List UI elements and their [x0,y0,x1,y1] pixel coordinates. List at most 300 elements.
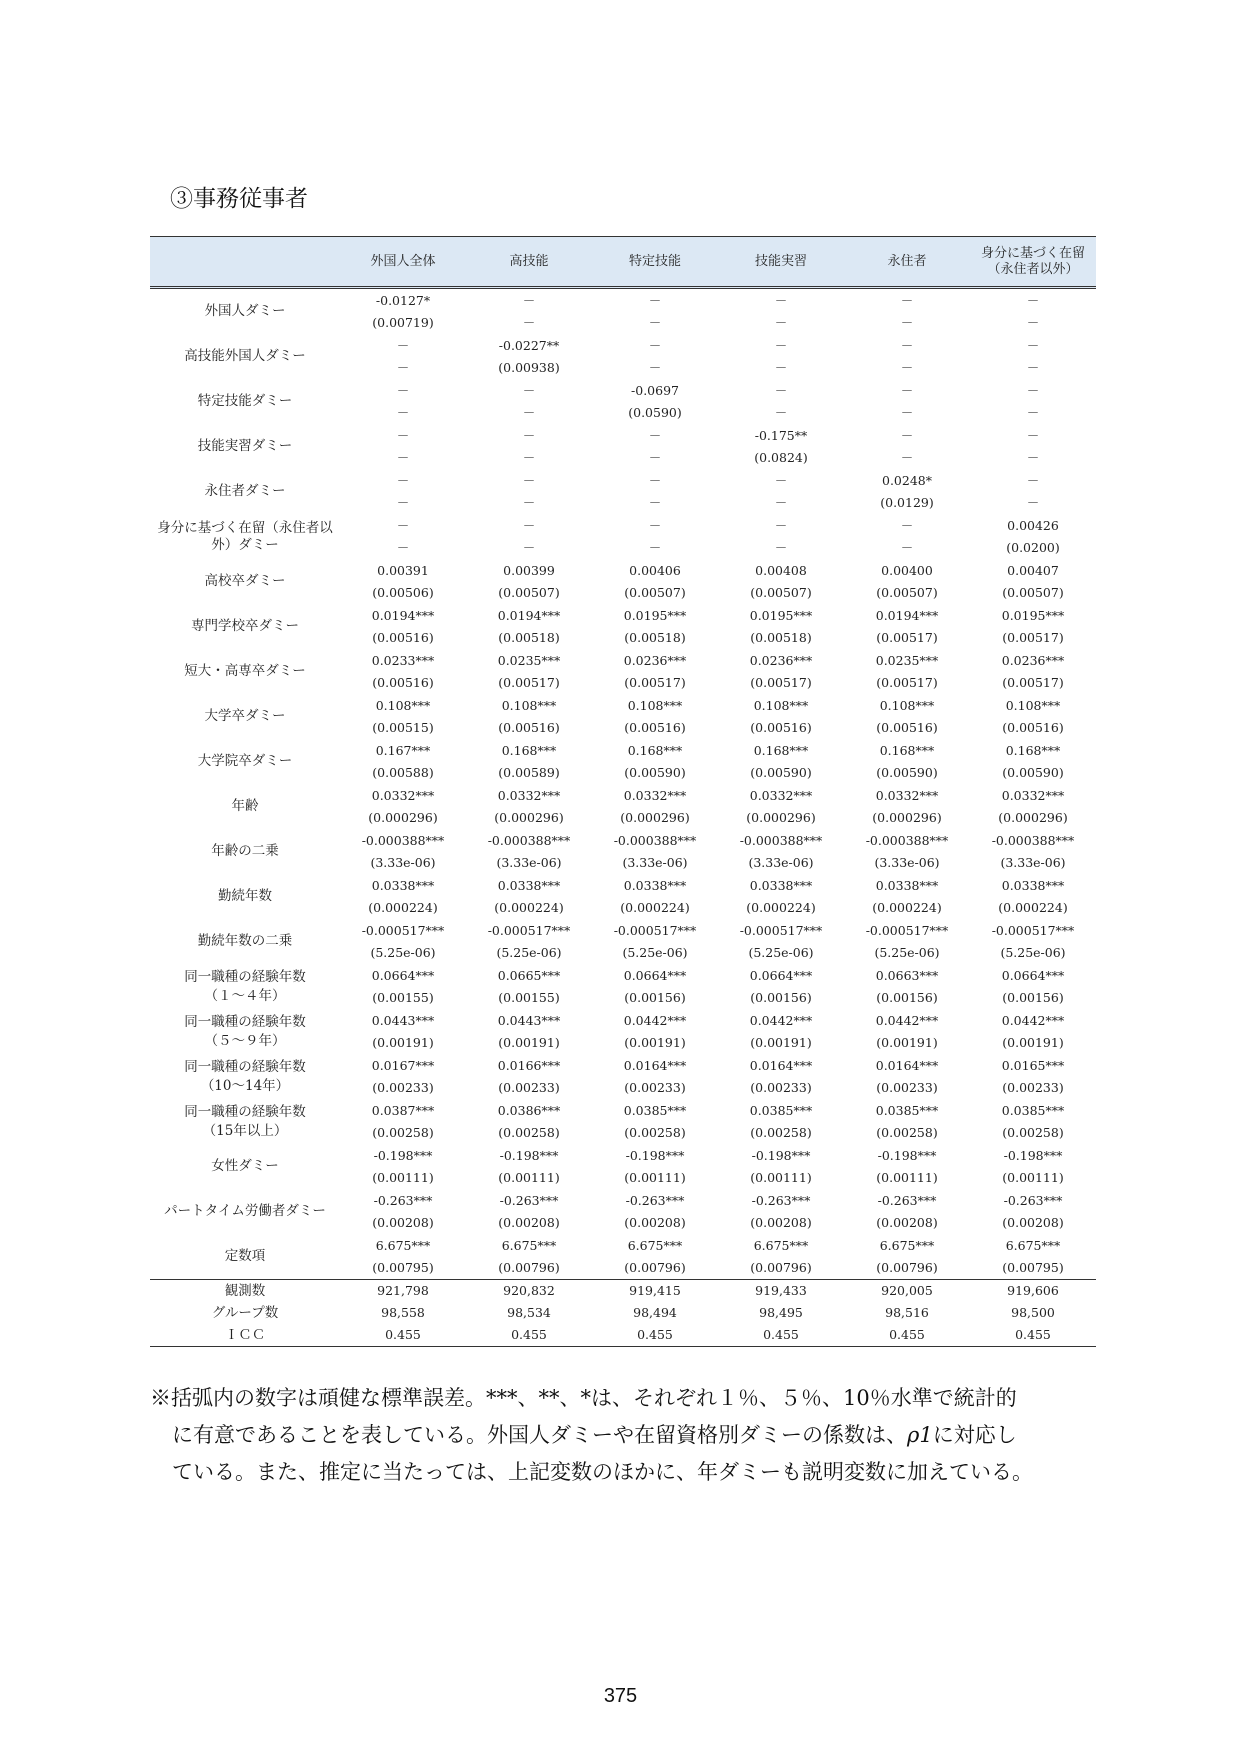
coefficient-cell: － [1026,383,1040,398]
coefficient-cell: -0.198*** [877,1148,937,1163]
std-error-cell: (0.00590) [1002,765,1064,780]
table-row [150,559,1096,582]
table-footnote [150,1380,1130,1491]
table-row [150,514,1096,537]
column-header-1: 高技能 [466,237,592,288]
stats-value: 98,558 [381,1305,425,1320]
coefficient-cell: － [900,428,914,443]
std-error-cell: (0.00938) [498,360,560,375]
footnote-line-3: ている。また、推定に当たっては、上記変数のほかに、年ダミーも説明変数に加えている。 [172,1460,1033,1484]
coefficient-cell: 0.0387*** [371,1103,435,1118]
coefficient-cell: -0.198*** [751,1148,811,1163]
coefficient-cell: 6.675*** [753,1238,809,1253]
coefficient-cell: － [396,383,410,398]
stats-label: ＩＣＣ [150,1324,340,1347]
coefficient-cell: 0.0443*** [371,1013,435,1028]
std-error-cell: (0.00517) [498,675,560,690]
footnote-line-2b: に対応し [932,1423,1017,1447]
std-error-cell: (0.00517) [1002,675,1064,690]
std-error-cell: (0.00507) [750,585,812,600]
table-summary-stats [150,1280,1096,1347]
std-error-cell: (0.000224) [998,900,1068,915]
std-error-cell: (0.00590) [750,765,812,780]
coefficient-cell: -0.263*** [751,1193,811,1208]
coefficient-cell: － [774,383,788,398]
coefficient-cell: 0.0664*** [371,968,435,983]
std-error-cell: (0.00516) [876,720,938,735]
coefficient-cell: -0.000517*** [487,923,571,938]
std-error-cell: (0.00233) [372,1080,434,1095]
coefficient-cell: 0.0442*** [623,1013,687,1028]
std-error-cell: － [396,540,410,555]
std-error-cell: (0.00233) [498,1080,560,1095]
std-error-cell: (0.00258) [750,1125,812,1140]
coefficient-cell: 0.0332*** [623,788,687,803]
row-label: 特定技能ダミー [197,393,293,409]
std-error-cell: － [900,405,914,420]
coefficient-cell: 0.0236*** [1001,653,1065,668]
std-error-cell: (0.00258) [624,1125,686,1140]
std-error-cell: (0.00517) [750,675,812,690]
row-label: 高校卒ダミー [204,573,286,589]
std-error-cell: － [774,315,788,330]
std-error-cell: － [648,450,662,465]
coefficient-cell: 0.108*** [627,698,683,713]
coefficient-cell: 0.168*** [501,743,557,758]
std-error-cell: (0.00111) [372,1170,434,1185]
coefficient-cell: － [396,338,410,353]
std-error-cell: － [1026,315,1040,330]
std-error-cell: － [648,540,662,555]
table-row [150,379,1096,402]
coefficient-cell: 0.0332*** [875,788,939,803]
table-row [150,334,1096,357]
coefficient-cell: 6.675*** [375,1238,431,1253]
coefficient-cell: － [774,518,788,533]
std-error-cell: － [1026,360,1040,375]
std-error-cell: (0.00111) [498,1170,560,1185]
coefficient-cell: 6.675*** [879,1238,935,1253]
row-label: 勤続年数 [218,888,272,904]
coefficient-cell: -0.000517*** [361,923,445,938]
std-error-cell: (0.00208) [1002,1215,1064,1230]
std-error-cell: － [774,360,788,375]
coefficient-cell: -0.263*** [877,1193,937,1208]
std-error-cell: (0.000224) [746,900,816,915]
std-error-cell: － [522,450,536,465]
coefficient-cell: － [1026,338,1040,353]
std-error-cell: (0.00233) [876,1080,938,1095]
coefficient-cell: 0.0663*** [875,968,939,983]
std-error-cell: (0.00111) [750,1170,812,1185]
coefficient-cell: 0.0385*** [749,1103,813,1118]
stats-value: 0.455 [592,1324,718,1347]
coefficient-cell: 0.0164*** [875,1058,939,1073]
table-row [150,784,1096,807]
std-error-cell: － [648,360,662,375]
stats-value: 0.455 [466,1324,592,1347]
std-error-cell: (0.00258) [1002,1125,1064,1140]
std-error-cell: (0.00156) [750,990,812,1005]
header-blank-cell [150,237,340,288]
row-label-line1: 同一職種の経験年数 [184,1103,306,1120]
coefficient-cell: -0.263*** [499,1193,559,1208]
std-error-cell: (3.33e-06) [748,855,814,870]
coefficient-cell: -0.000388*** [739,833,823,848]
coefficient-cell: 0.0385*** [875,1103,939,1118]
coefficient-cell: 0.108*** [501,698,557,713]
footnote-line-2 [150,1417,1130,1454]
stats-value: 919,433 [718,1280,844,1303]
std-error-cell: (0.00156) [1002,990,1064,1005]
coefficient-cell: － [396,473,410,488]
stats-value: 919,606 [970,1280,1096,1303]
std-error-cell: (0.000296) [620,810,690,825]
std-error-cell: (0.00156) [876,990,938,1005]
std-error-cell: (3.33e-06) [1000,855,1066,870]
std-error-cell: － [774,405,788,420]
footnote-line-1: ※括弧内の数字は頑健な標準誤差。***、**、*は、それぞれ１％、５％、10％水準で統計的 [150,1386,1017,1410]
coefficient-cell: － [648,518,662,533]
std-error-cell: (0.00233) [624,1080,686,1095]
coefficient-cell: 0.0236*** [749,653,813,668]
stats-value: 920,832 [466,1280,592,1303]
std-error-cell: (0.00796) [624,1260,686,1275]
coefficient-cell: 0.0235*** [497,653,561,668]
coefficient-cell: 0.168*** [1005,743,1061,758]
coefficient-cell: 0.168*** [627,743,683,758]
coefficient-cell: 0.0194*** [497,608,561,623]
section-heading: ③事務従事者 [170,186,308,212]
table-row [150,1234,1096,1257]
std-error-cell: － [900,360,914,375]
coefficient-cell: 0.0195*** [749,608,813,623]
coefficient-cell: 0.0665*** [497,968,561,983]
std-error-cell: (0.00516) [372,675,434,690]
coefficient-cell: 0.0664*** [749,968,813,983]
row-label-line2: （15年以上） [202,1122,288,1139]
coefficient-cell: 0.108*** [753,698,809,713]
coefficient-cell: -0.000388*** [865,833,949,848]
coefficient-cell: 0.0194*** [875,608,939,623]
coefficient-cell: － [396,428,410,443]
coefficient-cell: -0.000517*** [991,923,1075,938]
std-error-cell: (0.00518) [750,630,812,645]
coefficient-cell: 0.108*** [375,698,431,713]
std-error-cell: (0.00258) [876,1125,938,1140]
std-error-cell: (0.00111) [624,1170,686,1185]
coefficient-cell: 0.167*** [375,743,431,758]
std-error-cell: (5.25e-06) [370,945,436,960]
std-error-cell: － [774,495,788,510]
row-label: パートタイム労働者ダミー [164,1203,326,1219]
coefficient-cell: 0.0233*** [371,653,435,668]
std-error-cell: (3.33e-06) [370,855,436,870]
table-row [150,1009,1096,1032]
row-label: 大学院卒ダミー [197,753,293,769]
stats-value: 0.455 [340,1324,466,1347]
coefficient-cell: -0.263*** [625,1193,685,1208]
std-error-cell: (0.000296) [494,810,564,825]
coefficient-cell: -0.000388*** [487,833,571,848]
coefficient-cell: 0.0338*** [875,878,939,893]
row-label: 技能実習ダミー [197,438,293,454]
row-label [150,964,340,1009]
std-error-cell: (0.00191) [498,1035,560,1050]
coefficient-cell: -0.0127* [375,293,431,308]
coefficient-cell: 0.0442*** [1001,1013,1065,1028]
std-error-cell: (0.00516) [498,720,560,735]
row-label: 短大・高専卒ダミー [184,663,306,679]
std-error-cell: (0.00516) [372,630,434,645]
std-error-cell: (0.00518) [498,630,560,645]
coefficient-cell: -0.198*** [625,1148,685,1163]
coefficient-cell: 0.0332*** [749,788,813,803]
std-error-cell: (0.0824) [754,450,808,465]
std-error-cell: (0.00233) [1002,1080,1064,1095]
coefficient-cell: -0.198*** [499,1148,559,1163]
std-error-cell: (0.0129) [880,495,934,510]
coefficient-cell: 0.0332*** [371,788,435,803]
table-row [150,469,1096,492]
std-error-cell: (0.00516) [624,720,686,735]
std-error-cell: (0.00155) [372,990,434,1005]
coefficient-cell: 0.0338*** [749,878,813,893]
std-error-cell: (0.000224) [620,900,690,915]
rho-symbol: ρ1 [907,1423,933,1447]
std-error-cell: (3.33e-06) [874,855,940,870]
std-error-cell: － [1026,450,1040,465]
std-error-cell: (0.000296) [368,810,438,825]
std-error-cell: (0.00518) [624,630,686,645]
std-error-cell: (0.000224) [872,900,942,915]
coefficient-cell: 0.0338*** [623,878,687,893]
coefficient-cell: 0.0332*** [1001,788,1065,803]
coefficient-cell: － [1026,473,1040,488]
std-error-cell: (0.00156) [624,990,686,1005]
table-row [150,1054,1096,1077]
coefficient-cell: 0.168*** [879,743,935,758]
std-error-cell: (0.00795) [1002,1260,1064,1275]
std-error-cell: (0.00590) [624,765,686,780]
page-number: 375 [603,1685,638,1707]
std-error-cell: (0.00516) [750,720,812,735]
table-row [150,604,1096,627]
std-error-cell: (0.0590) [628,405,682,420]
coefficient-cell: － [396,518,410,533]
stats-value: 98,494 [633,1305,677,1320]
footnote-line-2a: に有意であることを表している。外国人ダミーや在留資格別ダミーの係数は、 [172,1423,907,1447]
coefficient-cell: 0.0164*** [749,1058,813,1073]
std-error-cell: (5.25e-06) [622,945,688,960]
std-error-cell: (0.00796) [750,1260,812,1275]
std-error-cell: － [900,315,914,330]
coefficient-cell: － [900,338,914,353]
std-error-cell: (0.00589) [498,765,560,780]
coefficient-cell: 0.108*** [1005,698,1061,713]
std-error-cell: (0.00796) [498,1260,560,1275]
column-header-3: 技能実習 [718,237,844,288]
coefficient-cell: 0.00426 [1007,518,1059,533]
stats-value: 98,495 [759,1305,803,1320]
row-label: 高技能外国人ダミー [184,348,306,364]
std-error-cell: (5.25e-06) [1000,945,1066,960]
coefficient-cell: － [522,518,536,533]
row-label-line1: 同一職種の経験年数 [184,1058,306,1075]
std-error-cell: (0.00258) [372,1125,434,1140]
std-error-cell: (0.00517) [876,630,938,645]
std-error-cell: (0.00590) [876,765,938,780]
coefficient-cell: 0.0236*** [623,653,687,668]
std-error-cell: － [900,540,914,555]
coefficient-cell: 0.0664*** [623,968,687,983]
std-error-cell: － [396,360,410,375]
stats-value: 919,415 [592,1280,718,1303]
coefficient-cell: － [900,293,914,308]
coefficient-cell: 0.0195*** [1001,608,1065,623]
std-error-cell: － [648,315,662,330]
std-error-cell: － [522,495,536,510]
row-label: 永住者ダミー [204,483,286,499]
table-row [150,874,1096,897]
coefficient-cell: 0.0664*** [1001,968,1065,983]
std-error-cell: (3.33e-06) [496,855,562,870]
row-label: 定数項 [224,1248,266,1264]
coefficient-cell: 0.0166*** [497,1058,561,1073]
table-row [150,829,1096,852]
coefficient-cell: － [774,473,788,488]
std-error-cell: － [522,315,536,330]
std-error-cell: － [648,495,662,510]
coefficient-cell: － [1026,428,1040,443]
table-row [150,964,1096,987]
std-error-cell: － [522,405,536,420]
std-error-cell: (0.00208) [876,1215,938,1230]
column-header-4: 永住者 [844,237,970,288]
std-error-cell: (0.00719) [372,315,434,330]
table-row [150,288,1096,313]
std-error-cell: (0.00191) [750,1035,812,1050]
std-error-cell: (0.00111) [876,1170,938,1185]
coefficient-cell: 6.675*** [1005,1238,1061,1253]
coefficient-cell: -0.000388*** [991,833,1075,848]
stats-value: 98,534 [507,1305,551,1320]
coefficient-cell: 6.675*** [501,1238,557,1253]
coefficient-cell: 0.0167*** [371,1058,435,1073]
std-error-cell: － [522,540,536,555]
row-label [150,1054,340,1099]
coefficient-cell: － [1026,293,1040,308]
std-error-cell: (0.00506) [372,585,434,600]
coefficient-cell: 0.168*** [753,743,809,758]
row-label: 大学卒ダミー [204,708,286,724]
coefficient-cell: -0.0697 [631,383,679,398]
table-row [150,1099,1096,1122]
coefficient-cell: 0.0332*** [497,788,561,803]
std-error-cell: (0.00208) [498,1215,560,1230]
stats-row [150,1302,1096,1324]
coefficient-cell: － [522,293,536,308]
stats-label: グループ数 [211,1305,279,1321]
stats-row [150,1280,1096,1303]
table-row [150,649,1096,672]
coefficient-cell: -0.175** [754,428,808,443]
coefficient-cell: 0.00391 [377,563,429,578]
std-error-cell: (3.33e-06) [622,855,688,870]
std-error-cell: (0.0200) [1006,540,1060,555]
coefficient-cell: 0.0235*** [875,653,939,668]
table-row [150,1189,1096,1212]
std-error-cell: (0.00208) [624,1215,686,1230]
coefficient-cell: 0.0338*** [371,878,435,893]
coefficient-cell: 0.108*** [879,698,935,713]
std-error-cell: (0.000224) [368,900,438,915]
stats-value: 921,798 [340,1280,466,1303]
row-label: 勤続年数の二乗 [197,933,293,949]
std-error-cell: (0.00507) [1002,585,1064,600]
coefficient-cell: 0.00408 [755,563,807,578]
std-error-cell: － [1026,495,1040,510]
coefficient-cell: 0.0442*** [749,1013,813,1028]
std-error-cell: (0.00516) [1002,720,1064,735]
std-error-cell: － [774,540,788,555]
table-row [150,919,1096,942]
std-error-cell: (0.00588) [372,765,434,780]
stats-value: 920,005 [844,1280,970,1303]
coefficient-cell: － [648,293,662,308]
std-error-cell: (0.00191) [372,1035,434,1050]
std-error-cell: (0.00795) [372,1260,434,1275]
stats-value: 0.455 [970,1324,1096,1347]
coefficient-cell: -0.000517*** [739,923,823,938]
coefficient-cell: 0.0386*** [497,1103,561,1118]
stats-label: 観測数 [150,1280,340,1303]
coefficient-cell: 0.0385*** [1001,1103,1065,1118]
std-error-cell: － [396,495,410,510]
row-label: 身分に基づく在留（永住者以外）ダミー [157,519,333,553]
std-error-cell: － [1026,405,1040,420]
std-error-cell: (5.25e-06) [874,945,940,960]
row-label-line1: 同一職種の経験年数 [184,968,306,985]
row-label: 年齢の二乗 [211,843,279,859]
std-error-cell: (0.00111) [1002,1170,1064,1185]
std-error-cell: (0.00191) [624,1035,686,1050]
table-row [150,739,1096,762]
row-label-line2: （10～14年） [200,1077,290,1094]
std-error-cell: (0.000296) [998,810,1068,825]
table-header [150,237,1096,288]
coefficient-cell: 0.0442*** [875,1013,939,1028]
std-error-cell: (0.00155) [498,990,560,1005]
row-label: 女性ダミー [211,1158,279,1174]
std-error-cell: (0.00517) [876,675,938,690]
std-error-cell: (0.000224) [494,900,564,915]
std-error-cell: (5.25e-06) [496,945,562,960]
stats-value: 98,500 [1011,1305,1055,1320]
coefficient-cell: -0.000517*** [865,923,949,938]
coefficient-cell: 0.00400 [881,563,933,578]
coefficient-cell: 6.675*** [627,1238,683,1253]
coefficient-cell: 0.0385*** [623,1103,687,1118]
coefficient-cell: － [522,473,536,488]
stats-row [150,1324,1096,1347]
std-error-cell: (0.00796) [876,1260,938,1275]
std-error-cell: (0.00517) [624,675,686,690]
std-error-cell: － [900,450,914,465]
coefficient-cell: － [522,428,536,443]
coefficient-cell: 0.00406 [629,563,681,578]
coefficient-cell: -0.198*** [373,1148,433,1163]
